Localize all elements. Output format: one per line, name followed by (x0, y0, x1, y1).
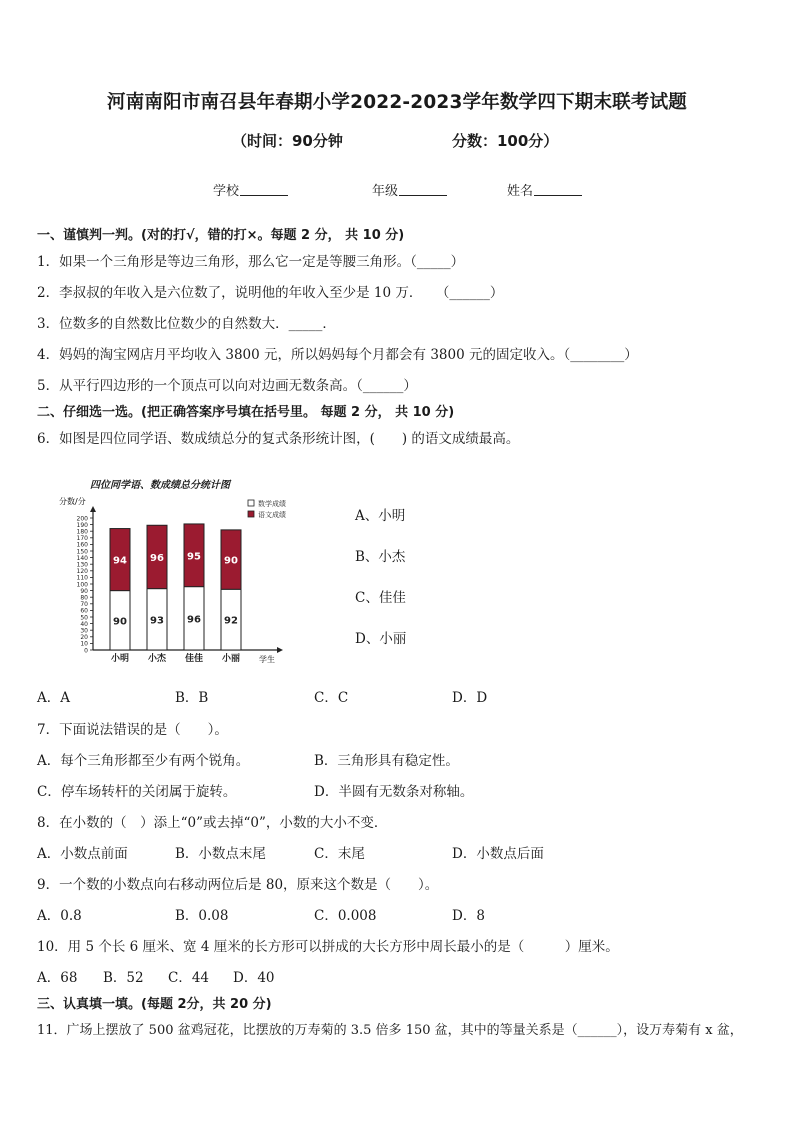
q10-option-d[interactable]: D．40 (233, 970, 275, 986)
q9-option-d[interactable]: D．8 (452, 908, 485, 924)
math-score-label: 92 (224, 615, 238, 627)
question-4: 4．妈妈的淘宝网店月平均收入 3800 元，所以妈妈每个月都会有 3800 元的固定收入。（________） (37, 347, 638, 363)
section-3-heading: 三、认真填一填。(每题 2分，共 20 分) (37, 997, 272, 1012)
school-field[interactable] (213, 180, 288, 199)
q7-option-a[interactable]: A．每个三角形都至少有两个锐角。 (37, 753, 250, 769)
page-title: 河南南阳市南召县年春期小学2022-2023学年数学四下期末联考试题 (107, 92, 687, 113)
question-9: 9．一个数的小数点向右移动两位后是 80，原来这个数是（ ）。 (37, 877, 439, 893)
category-label: 小丽 (221, 654, 241, 664)
question-3: 3．位数多的自然数比位数少的自然数大．_____． (37, 316, 336, 332)
q8-option-c[interactable]: C．末尾 (314, 846, 365, 862)
q6-side-option-b: B、小杰 (355, 549, 406, 565)
school-blank[interactable] (240, 183, 288, 196)
y-tick-label: 20 (80, 634, 88, 642)
q8-option-b[interactable]: B．小数点末尾 (175, 846, 266, 862)
math-score-label: 93 (150, 615, 164, 627)
question-1: 1．如果一个三角形是等边三角形，那么它一定是等腰三角形。（_____） (37, 254, 465, 270)
legend-label-math: 数学成绩 (258, 500, 286, 508)
question-6: 6．如图是四位同学语、数成绩总分的复式条形统计图，( ) 的语文成绩最高。 (37, 431, 520, 447)
q10-option-a[interactable]: A．68 (37, 970, 78, 986)
exam-time: （时间：90分钟 (232, 132, 343, 150)
y-tick-label: 110 (76, 574, 88, 582)
grade-label: 年级 (372, 184, 399, 199)
math-score-label: 96 (187, 614, 201, 626)
q6-side-option-d: D、小丽 (355, 631, 407, 647)
q9-option-c[interactable]: C．0.008 (314, 908, 377, 924)
q6-side-option-c: C、佳佳 (355, 590, 406, 606)
q10-option-c[interactable]: C．44 (168, 970, 210, 986)
question-8: 8．在小数的（ ）添上“0”或去掉“0”，小数的大小不变． (37, 815, 388, 831)
y-tick-label: 60 (80, 607, 88, 615)
question-5: 5．从平行四边形的一个顶点可以向对边画无数条高。（______） (37, 378, 417, 394)
q10-option-b[interactable]: B．52 (103, 970, 144, 986)
y-tick-label: 10 (80, 640, 88, 648)
grade-field[interactable] (372, 180, 447, 199)
q6-option-d[interactable]: D．D (452, 690, 488, 706)
y-tick-label: 130 (76, 561, 88, 569)
y-tick-label: 140 (76, 554, 88, 562)
q8-option-d[interactable]: D．小数点后面 (452, 846, 544, 862)
y-tick-label: 170 (76, 535, 88, 543)
y-tick-label: 40 (80, 620, 88, 628)
chart-xlabel: 学生 (259, 655, 275, 664)
legend-swatch-math (248, 500, 254, 506)
chart-title: 四位同学语、数成绩总分统计图 (90, 480, 230, 491)
y-tick-label: 0 (84, 647, 88, 655)
q7-option-b[interactable]: B．三角形具有稳定性。 (314, 753, 459, 769)
chart-ylabel: 分数/分 (59, 497, 86, 506)
chinese-score-label: 96 (150, 552, 164, 564)
y-tick-label: 200 (76, 515, 88, 523)
name-label: 姓名 (507, 184, 534, 199)
y-tick-label: 70 (80, 601, 88, 609)
question-2: 2．李叔叔的年收入是六位数了，说明他的年收入至少是 10 万． （______） (37, 285, 504, 301)
y-tick-label: 150 (76, 548, 88, 556)
q6-side-option-a: A、小明 (355, 508, 406, 524)
score-bar-chart (55, 490, 295, 670)
question-11: 11．广场上摆放了 500 盆鸡冠花，比摆放的万寿菊的 3.5 倍多 150 盆，其中的等量关系是（______），设万寿菊有 x 盆， (37, 1023, 743, 1038)
y-tick-label: 180 (76, 528, 88, 536)
name-field[interactable] (507, 180, 582, 199)
section-1-heading: 一、谨慎判一判。(对的打√，错的打×。每题 2 分， 共 10 分) (37, 228, 405, 243)
chart-x-arrow (277, 647, 283, 653)
y-tick-label: 160 (76, 541, 88, 549)
q7-option-d[interactable]: D．半圆有无数条对称轴。 (314, 784, 474, 800)
math-score-label: 90 (113, 616, 127, 628)
q8-option-a[interactable]: A．小数点前面 (37, 846, 128, 862)
grade-blank[interactable] (399, 183, 447, 196)
exam-score: 分数：100分） (452, 132, 559, 150)
y-tick-label: 100 (76, 581, 88, 589)
y-tick-label: 80 (80, 594, 88, 602)
y-tick-label: 90 (80, 587, 88, 595)
school-label: 学校 (213, 184, 240, 199)
q9-option-a[interactable]: A．0.8 (37, 908, 82, 924)
category-label: 佳佳 (184, 654, 204, 664)
y-tick-label: 120 (76, 568, 88, 576)
q6-option-c[interactable]: C．C (314, 690, 349, 706)
q6-option-a[interactable]: A．A (37, 690, 70, 706)
y-tick-label: 190 (76, 521, 88, 529)
category-label: 小明 (110, 654, 130, 664)
question-10: 10．用 5 个长 6 厘米、宽 4 厘米的长方形可以拼成的大长方形中周长最小的是（ ）厘米。 (37, 939, 619, 955)
name-blank[interactable] (534, 183, 582, 196)
section-2-heading: 二、仔细选一选。(把正确答案序号填在括号里。 每题 2 分， 共 10 分) (37, 405, 455, 420)
question-7: 7．下面说法错误的是（ ）。 (37, 722, 228, 738)
chinese-score-label: 94 (113, 555, 127, 567)
y-tick-label: 30 (80, 627, 88, 635)
legend-label-chinese: 语文成绩 (258, 511, 286, 519)
category-label: 小杰 (147, 654, 167, 664)
chart-y-arrow (90, 506, 96, 512)
q7-option-c[interactable]: C．停车场转杆的关闭属于旋转。 (37, 784, 237, 800)
legend-swatch-chinese (248, 511, 254, 517)
chinese-score-label: 95 (187, 551, 201, 563)
q9-option-b[interactable]: B．0.08 (175, 908, 229, 924)
y-tick-label: 50 (80, 614, 88, 622)
chinese-score-label: 90 (224, 555, 238, 567)
q6-option-b[interactable]: B．B (175, 690, 209, 706)
